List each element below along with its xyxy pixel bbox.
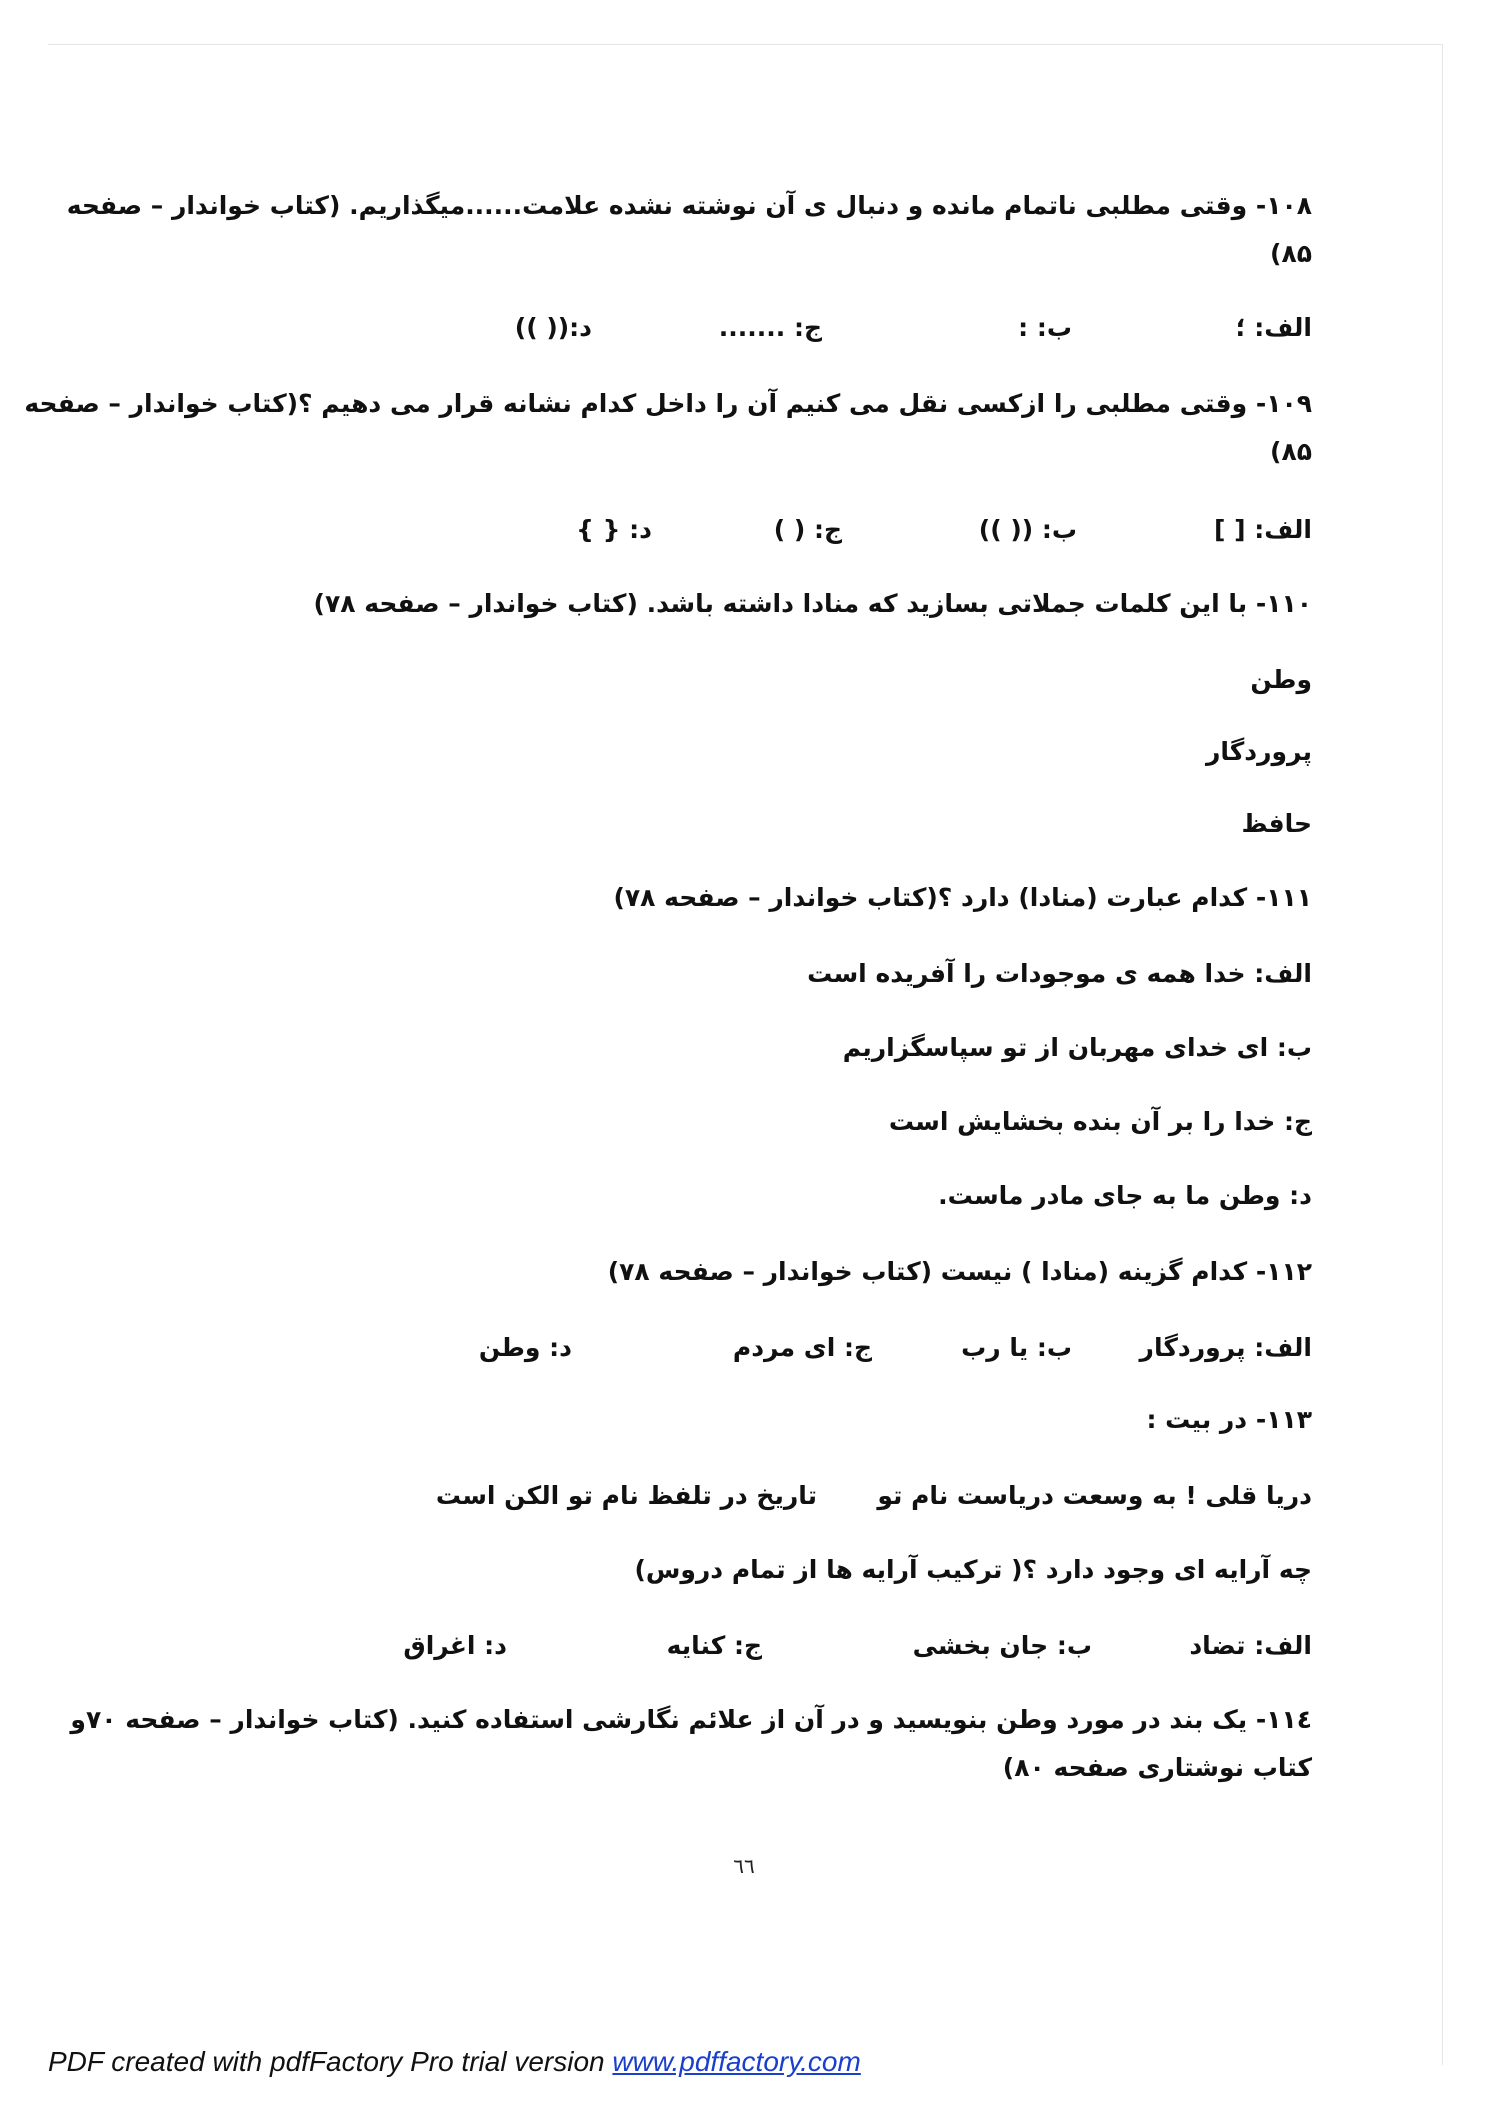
q108-option-c: ج: ....... [718, 313, 822, 342]
q113-verse-first-hemistich: دریا قلی ! به وسعت دریاست نام تو [877, 1481, 1312, 1510]
q110-word-1: وطن [1250, 665, 1312, 694]
question-114-line2: کتاب نوشتاری صفحه ۸۰) [1002, 1753, 1312, 1782]
question-108-line1: ۱۰۸- وقتی مطلبی ناتمام مانده و دنبال ی آن نوشته نشده علامت......میگذاریم. (کتاب خواندار – صفحه [66, 191, 1312, 220]
q109-option-d: د: { } [576, 515, 652, 544]
pdf-footer [48, 2046, 861, 2078]
q113-option-b: ب: جان بخشی [912, 1631, 1092, 1660]
q109-option-b: ب: (( )) [978, 515, 1077, 544]
q111-option-a: الف: خدا همه ی موجودات را آفریده است [807, 959, 1312, 988]
q111-option-c: ج: خدا را بر آن بنده بخشایش است [888, 1107, 1312, 1136]
question-114-line1: ۱۱٤- یک بند در مورد وطن بنویسید و در آن از علائم نگارشی استفاده کنید. (کتاب خواندار – صفحه ۷۰و [70, 1705, 1312, 1734]
q110-word-2: پروردگار [1205, 737, 1312, 766]
q112-option-d: د: وطن [478, 1333, 572, 1362]
q113-question: چه آرایه ای وجود دارد ؟( ترکیب آرایه ها از تمام دروس) [634, 1555, 1312, 1584]
question-113-line1: ۱۱۳- در بیت : [1146, 1405, 1312, 1434]
question-110-line1: ۱۱۰- با این کلمات جملاتی بسازید که منادا داشته باشد. (کتاب خواندار – صفحه ۷۸) [313, 589, 1312, 618]
question-112-line1: ۱۱۲- کدام گزینه (منادا ) نیست (کتاب خواندار – صفحه ۷۸) [607, 1257, 1312, 1286]
question-109-line1: ۱۰۹- وقتی مطلبی را ازکسی نقل می کنیم آن را داخل کدام نشانه قرار می دهیم ؟(کتاب خواندار – صفحه [24, 389, 1312, 418]
q111-option-b: ب: ای خدای مهربان از تو سپاسگزاریم [842, 1033, 1312, 1062]
q113-verse-second-hemistich: تاریخ در تلفظ نام تو الکن است [435, 1481, 817, 1510]
q108-option-a: الف: ؛ [1235, 313, 1312, 342]
page-number: ٦٦ [733, 1854, 755, 1878]
question-108-line2: ۸۵) [1270, 239, 1312, 268]
question-109-line2: ۸۵) [1270, 437, 1312, 466]
q113-option-c: ج: کنایه [666, 1631, 762, 1660]
q113-option-d: د: اغراق [403, 1631, 507, 1660]
q109-option-a: الف: [ ] [1214, 515, 1312, 544]
footer-link[interactable]: www.pdffactory.com [612, 2046, 861, 2077]
q108-option-d: د:(( )) [514, 313, 592, 342]
q112-option-c: ج: ای مردم [732, 1333, 872, 1362]
question-111-line1: ۱۱۱- کدام عبارت (منادا) دارد ؟(کتاب خواندار – صفحه ۷۸) [613, 883, 1312, 912]
q112-option-a: الف: پروردگار [1139, 1333, 1312, 1362]
q108-option-b: ب: : [1018, 313, 1072, 342]
q110-word-3: حافظ [1241, 809, 1312, 838]
q113-option-a: الف: تضاد [1189, 1631, 1312, 1660]
q111-option-d: د: وطن ما به جای مادر ماست. [938, 1181, 1312, 1210]
footer-text: PDF created with pdfFactory Pro trial version [48, 2046, 613, 2077]
q109-option-c: ج: ( ) [773, 515, 842, 544]
q112-option-b: ب: یا رب [961, 1333, 1072, 1362]
